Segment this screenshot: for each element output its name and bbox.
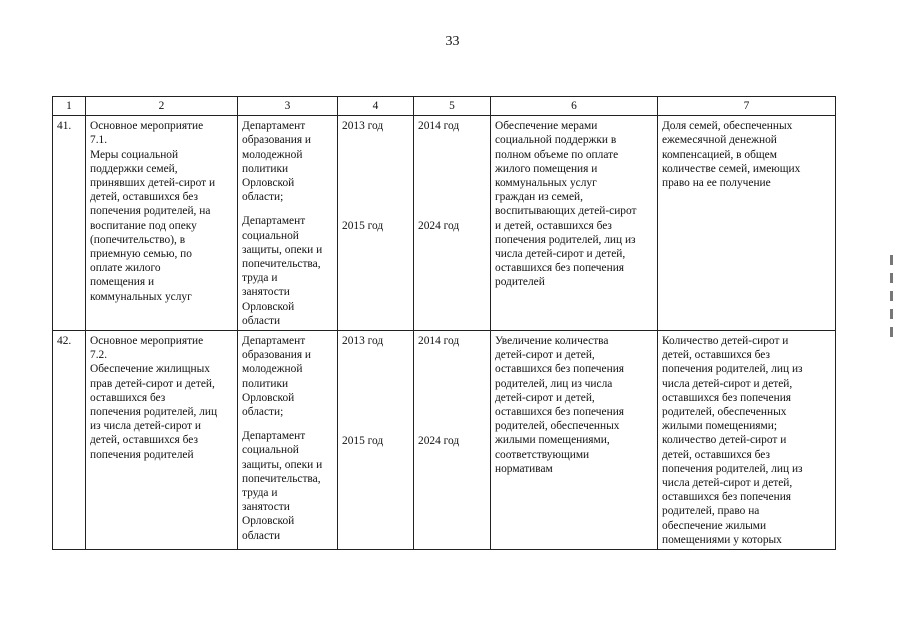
page-number: 33 (445, 34, 460, 49)
header-cell-5: 5 (414, 97, 491, 116)
row-number: 42. (57, 335, 72, 348)
indicator-line: Количество детей-сирот и (662, 335, 789, 348)
indicator-line: числа детей-сирот и детей, (662, 377, 793, 390)
executor-2-line: занятости (242, 286, 290, 299)
indicator-line: компенсацией, в общем (662, 148, 777, 161)
executor-2-line: области (242, 529, 281, 542)
executor-2-line: труда и (242, 272, 278, 285)
indicator-line: обеспечение жилыми (662, 519, 767, 532)
event-line: принявших детей-сирот и (90, 177, 216, 190)
row-number-cell (53, 331, 86, 550)
indicator-line: право на ее получение (662, 177, 771, 190)
header-cell-6: 6 (491, 97, 658, 116)
executor-1-line: молодежной (242, 363, 303, 376)
indicator-line: жилыми помещениями; (662, 420, 778, 433)
result-line: родителей, лиц из числа (495, 377, 613, 390)
event-line: прав детей-сирот и детей, (90, 377, 215, 390)
result-line: Обеспечение мерами (495, 120, 598, 133)
start-year-1: 2013 год (342, 120, 384, 133)
header-row (53, 97, 836, 116)
event-line: воспитание под опеку (90, 219, 197, 232)
event-line: детей, оставшихся без (90, 434, 198, 447)
executor-2-line: занятости (242, 501, 290, 514)
event-line: оплате жилого (90, 262, 161, 275)
executor-1-line: Департамент (242, 335, 306, 348)
end-year-cell (414, 116, 491, 331)
executor-2-line: социальной (242, 229, 299, 242)
indicator-line: попечения родителей, лиц из (662, 462, 803, 475)
header-cell-1: 1 (53, 97, 86, 116)
event-line: попечения родителей, на (90, 205, 211, 218)
executor-2-line: социальной (242, 444, 299, 457)
event-line: из числа детей-сирот и (90, 420, 201, 433)
indicator-line: попечения родителей, лиц из (662, 363, 803, 376)
event-line: поддержки семей, (90, 162, 178, 175)
result-line: жилыми помещениями, (495, 434, 610, 447)
event-line: Меры социальной (90, 148, 179, 161)
event-cell (86, 331, 238, 550)
event-cell (86, 116, 238, 331)
event-line: Основное мероприятие (90, 335, 204, 348)
indicator-line: количество детей-сирот и (662, 434, 787, 447)
result-line: попечения родителей, лиц из (495, 233, 636, 246)
result-line: соответствующими (495, 448, 590, 461)
executor-1-line: образования и (242, 349, 312, 362)
end-year-2: 2024 год (418, 435, 460, 448)
result-line: и детей, оставшихся без (495, 219, 612, 232)
executor-2-line: Департамент (242, 430, 306, 443)
start-year-2: 2015 год (342, 435, 384, 448)
result-line: оставшихся без попечения (495, 406, 625, 419)
executor-cell (238, 331, 338, 550)
start-year-2: 2015 год (342, 220, 384, 233)
header-cell-4: 4 (338, 97, 414, 116)
result-line: детей-сирот и детей, (495, 391, 595, 404)
start-year-cell (338, 116, 414, 331)
scan-edge-mark (890, 255, 896, 355)
indicator-line: родителей, право на (662, 505, 760, 518)
result-line: детей-сирот и детей, (495, 349, 595, 362)
table-row (53, 116, 836, 331)
event-line: помещения и (90, 276, 155, 289)
program-table (52, 96, 836, 550)
header-cell-7: 7 (658, 97, 836, 116)
event-line: 7.2. (90, 349, 108, 362)
result-cell (491, 116, 658, 331)
result-line: коммунальных услуг (495, 177, 597, 190)
indicator-line: Доля семей, обеспеченных (662, 120, 793, 133)
event-line: коммунальных услуг (90, 290, 192, 303)
result-line: нормативам (495, 462, 553, 475)
executor-2-line: защиты, опеки и (242, 458, 323, 471)
end-year-cell (414, 331, 491, 550)
start-year-1: 2013 год (342, 335, 384, 348)
end-year-1: 2014 год (418, 335, 460, 348)
result-cell (491, 331, 658, 550)
header-cell-2: 2 (86, 97, 238, 116)
executor-1-line: Орловской (242, 177, 295, 190)
executor-2-line: попечительства, (242, 472, 321, 485)
indicator-line: помещениями у которых (662, 533, 782, 546)
indicator-line: детей, оставшихся без (662, 448, 770, 461)
executor-1-line: Департамент (242, 120, 306, 133)
event-line: 7.1. (90, 134, 108, 147)
executor-1-line: образования и (242, 134, 312, 147)
executor-1-line: области; (242, 406, 284, 419)
result-line: воспитывающих детей-сирот (495, 205, 637, 218)
executor-cell (238, 116, 338, 331)
start-year-cell (338, 331, 414, 550)
end-year-2: 2024 год (418, 220, 460, 233)
header-cell-3: 3 (238, 97, 338, 116)
event-line: (попечительство), в (90, 233, 186, 246)
event-line: приемную семью, по (90, 248, 192, 261)
row-number: 41. (57, 120, 72, 133)
executor-2-line: области (242, 314, 281, 327)
event-line: попечения родителей (90, 448, 194, 461)
executor-2-line: труда и (242, 487, 278, 500)
result-line: граждан из семей, (495, 191, 583, 204)
indicator-line: ежемесячной денежной (662, 134, 777, 147)
result-line: социальной поддержки в (495, 134, 617, 147)
indicator-line: родителей, обеспеченных (662, 406, 787, 419)
result-line: Увеличение количества (495, 335, 609, 348)
executor-1-line: Орловской (242, 391, 295, 404)
indicator-line: оставшихся без попечения (662, 491, 792, 504)
event-line: Обеспечение жилищных (90, 363, 210, 376)
indicator-cell (658, 116, 836, 331)
result-line: жилого помещения и (495, 162, 598, 175)
executor-2-line: Орловской (242, 515, 295, 528)
indicator-line: оставшихся без попечения (662, 391, 792, 404)
executor-2-line: Орловской (242, 300, 295, 313)
event-line: Основное мероприятие (90, 120, 204, 133)
indicator-cell (658, 331, 836, 550)
result-line: полном объеме по оплате (495, 148, 619, 161)
result-line: родителей (495, 276, 545, 289)
result-line: числа детей-сирот и детей, (495, 248, 626, 261)
executor-2-line: защиты, опеки и (242, 243, 323, 256)
executor-1-line: политики (242, 162, 289, 175)
result-line: родителей, обеспеченных (495, 420, 620, 433)
result-line: оставшихся без попечения (495, 262, 625, 275)
indicator-line: числа детей-сирот и детей, (662, 477, 793, 490)
indicator-line: количестве семей, имеющих (662, 162, 801, 175)
indicator-line: детей, оставшихся без (662, 349, 770, 362)
executor-1-line: политики (242, 377, 289, 390)
executor-1-line: области; (242, 191, 284, 204)
event-line: попечения родителей, лиц (90, 406, 218, 419)
result-line: оставшихся без попечения (495, 363, 625, 376)
event-line: детей, оставшихся без (90, 191, 198, 204)
row-number-cell (53, 116, 86, 331)
executor-2-line: попечительства, (242, 258, 321, 271)
executor-2-line: Департамент (242, 215, 306, 228)
executor-1-line: молодежной (242, 148, 303, 161)
table-row (53, 331, 836, 550)
end-year-1: 2014 год (418, 120, 460, 133)
event-line: оставшихся без (90, 391, 166, 404)
